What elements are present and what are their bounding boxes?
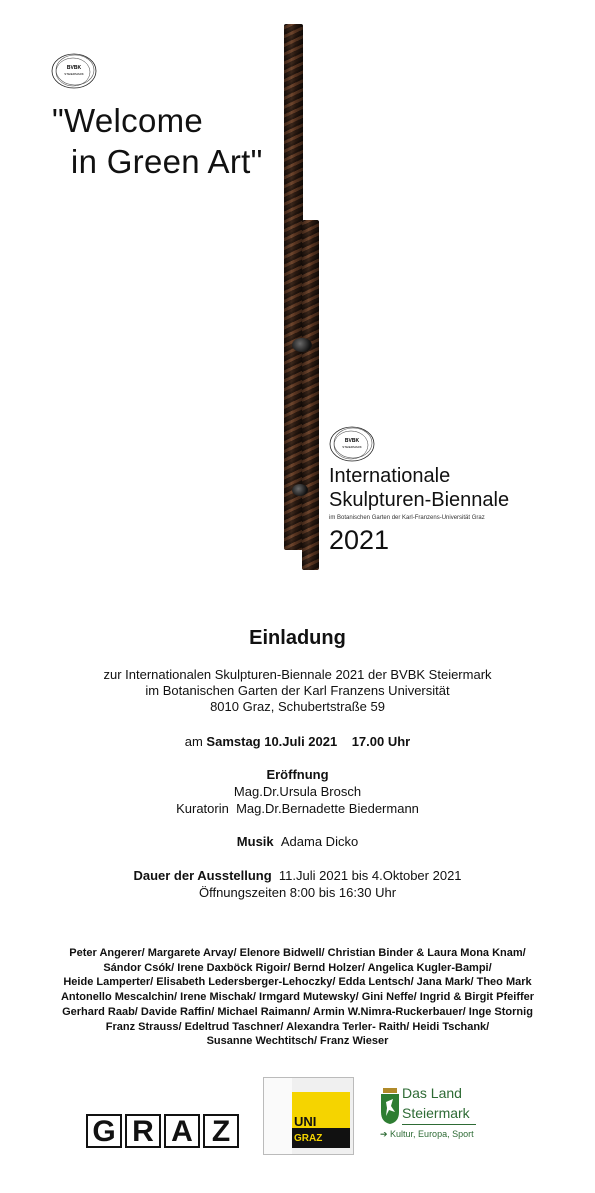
duration-line: Dauer der Ausstellung 11.Juli 2021 bis 4.Oktober 2021 xyxy=(133,868,462,883)
land-steiermark-logo: Das Land Steiermark ➔ Kultur, Europa, Sport xyxy=(378,1082,478,1146)
uni-graz-logo: UNI GRAZ xyxy=(263,1077,354,1155)
sculpture-rod-short xyxy=(302,220,319,570)
svg-text:BVBK: BVBK xyxy=(344,438,360,444)
artist-list xyxy=(0,946,595,1049)
opening-label: Eröffnung xyxy=(266,767,329,782)
artist-line: Peter Angerer/ Margarete Arvay/ Elenore Bidwell/ Christian Binder & Laura Mona Knam/ xyxy=(69,947,526,959)
event-date: am Samstag 10.Juli 2021 17.00 Uhr xyxy=(184,734,411,749)
artist-line: Gerhard Raab/ Davide Raffin/ Michael Raimann/ Armin W.Nimra-Ruckerbauer/ Inge Stornig xyxy=(62,1005,533,1018)
sculpture-joint xyxy=(292,338,312,352)
biennale-title: Internationale Skulpturen-Biennale xyxy=(329,465,510,511)
bvbk-seal-logo xyxy=(328,425,376,463)
sculpture-joint xyxy=(292,484,308,496)
artist-line: Franz Strauss/ Edeltrud Taschner/ Alexandra Terler- Raith/ Heidi Tschank/ xyxy=(105,1020,490,1033)
graz-logo: G R A Z xyxy=(86,1114,239,1148)
bvbk-seal-logo-top xyxy=(50,52,98,90)
opening-name: Mag.Dr.Ursula Brosch xyxy=(233,784,362,799)
invitation-intro: zur Internationalen Skulpturen-Biennale 2021 der BVBK Steiermark im Botanischen Garten der Karl Franzens Universität 8010 Graz, Schubertstraße 59 xyxy=(103,667,492,714)
curator-line: Kuratorin Mag.Dr.Bernadette Biedermann xyxy=(176,801,419,816)
music-line: Musik Adama Dicko xyxy=(236,834,359,849)
welcome-title: "Welcome in Green Art" xyxy=(52,102,263,180)
svg-text:STEIERMARK: STEIERMARK xyxy=(64,72,84,76)
opening-hours: Öffnungszeiten 8:00 bis 16:30 Uhr xyxy=(198,885,397,900)
artist-line: Antonello Mescalchin/ Irene Mischak/ Irmgard Mutewsky/ Gini Neffe/ Ingrid & Birgit Pfeiffer xyxy=(60,991,535,1004)
invitation-heading: Einladung xyxy=(249,627,346,649)
biennale-subtitle: im Botanischen Garten der Karl-Franzens-Universität Graz xyxy=(329,515,485,521)
sculpture-rod-tall xyxy=(284,24,303,550)
svg-text:STEIERMARK: STEIERMARK xyxy=(342,445,362,449)
artist-line: Heide Lamperter/ Elisabeth Ledersberger-Lehoczky/ Edda Lentsch/ Jana Mark/ Theo Mark xyxy=(63,976,532,989)
biennale-year: 2021 xyxy=(329,525,390,555)
svg-text:BVBK: BVBK xyxy=(66,65,82,71)
artist-line: Sándor Csók/ Irene Daxböck Rigoir/ Bernd Holzer/ Angelica Kugler-Bampi/ xyxy=(103,961,492,974)
styrian-panther-crest-icon xyxy=(380,1088,400,1124)
artist-line: Susanne Wechtitsch/ Franz Wieser xyxy=(206,1035,389,1048)
